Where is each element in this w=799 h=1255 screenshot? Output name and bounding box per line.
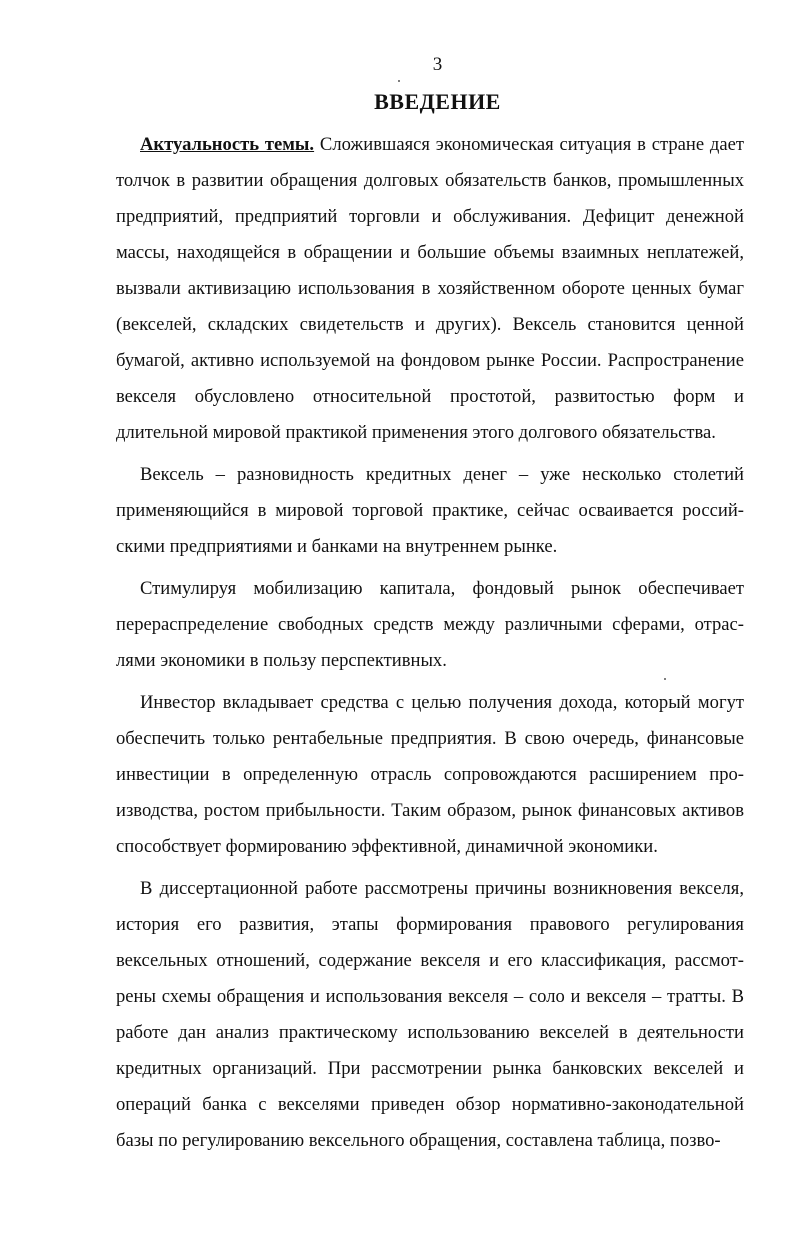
scan-speck bbox=[398, 80, 400, 82]
page-number: 3 bbox=[432, 54, 443, 75]
paragraph-intro bbox=[116, 127, 744, 451]
body-text bbox=[116, 127, 744, 1165]
scan-speck bbox=[664, 678, 666, 680]
paragraph: Инвестор вкладывает средства с целью получения дохода, который могут обеспечить только рентабельные предприятия. В свою очередь, финансовые инвестиции в определенную отрасль сопровождаются расширением производства, ростом прибыльности. Таким образом, рынок финансовых активов способствует формированию эффективной, динамичной экономики. bbox=[116, 692, 744, 857]
paragraph: В диссертационной работе рассмотрены причины возникновения векселя, история его развития, этапы формирования правового регулирования вексельных отношений, содержание векселя и его классификация, рассмотрены схемы обращения и использования векселя – соло и векселя – тратты. В работе дан анализ практическому использованию векселей в деятельности кредитных организаций. При рассмотрении рынка банковских векселей и операций банка с векселями приведен обзор нормативно-законодательной базы по регулированию вексельного обращения, составлена таблица, позво- bbox=[116, 878, 744, 1151]
paragraph: Вексель – разновидность кредитных денег – уже несколько столетий применяющийся в мировой торговой практике, сейчас осваивается российскими предприятиями и банками на внутреннем рынке. bbox=[116, 464, 744, 557]
lead-heading: Актуальность темы. bbox=[140, 134, 315, 155]
intro-text: Сложившаяся экономическая ситуация в стране дает толчок в развитии обращения долговых обязательств банков, промышленных предприятий, предприятий торговли и обслуживания. Дефицит денежной массы, находящейся в обращении и большие объемы взаимных неплатежей, вызвали активизацию использования в хозяйственном обороте ценных бумаг (векселей, складских свидетельств и других). Вексель становится ценной бумагой, активно используемой на фондовом рынке России. Распространение векселя обусловлено относительной простотой, развитостью форм и длительной мировой практикой применения этого долгового обязательства. bbox=[116, 134, 744, 443]
paragraph: Стимулируя мобилизацию капитала, фондовый рынок обеспечивает перераспределение свободных средств между различными сферами, отраслями экономики в пользу перспективных. bbox=[116, 578, 744, 671]
page-title: ВВЕДЕНИЕ bbox=[374, 89, 501, 114]
